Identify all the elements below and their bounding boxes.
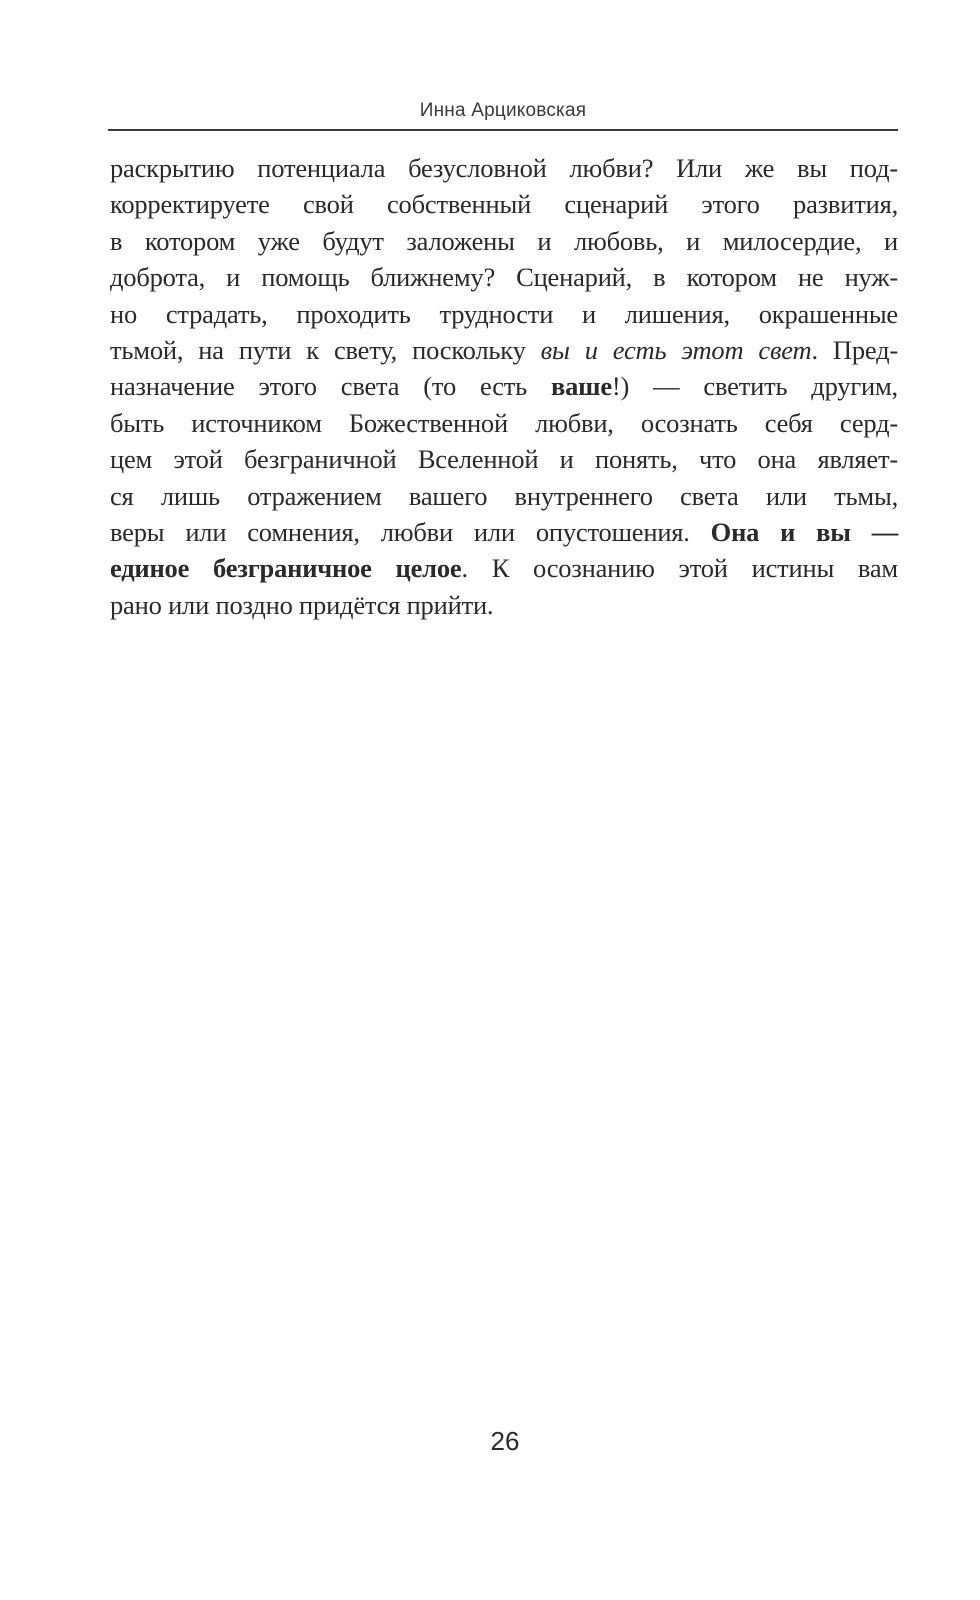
running-header: Инна Арциковская — [419, 100, 587, 121]
text-line — [110, 550, 898, 586]
page-number: 26 — [490, 1426, 520, 1456]
text-line: цем этой безграничной Вселенной и понять, что она являет- — [110, 444, 898, 475]
text-line: быть источником Божественной любви, осознать себя серд- — [110, 407, 898, 438]
text-line: но страдать, проходить трудности и лишения, окрашенные — [110, 298, 898, 329]
text-line: рано или поздно придётся прийти. — [110, 589, 494, 620]
italic-emphasis: вы и есть этот свет — [540, 335, 812, 366]
bold-emphasis: ваше — [551, 371, 612, 402]
text-line: ся лишь отражением вашего внутреннего света или тьмы, — [110, 480, 898, 511]
bold-emphasis: Она и вы — — [710, 517, 898, 548]
text-line: раскрытию потенциала безусловной любви? Или же вы под- — [110, 153, 898, 183]
text-run: веры или сомнения, любви или опустошения. — [110, 517, 711, 548]
header-rule — [108, 129, 898, 131]
text-line — [110, 332, 898, 368]
text-run: . Пред- — [811, 335, 898, 366]
text-line: доброта, и помощь ближнему? Сценарий, в котором не нуж- — [110, 262, 898, 293]
text-run: тьмой, на пути к свету, поскольку — [110, 335, 541, 366]
text-run: . К осознанию этой истины вам — [461, 553, 899, 584]
bold-emphasis: единое безграничное целое — [110, 553, 462, 584]
text-run: назначение этого света (то есть — [110, 371, 552, 402]
text-line: в котором уже будут заложены и любовь, и милосердие, и — [110, 225, 898, 256]
text-line — [110, 368, 898, 404]
text-run: !) — светить другим, — [611, 371, 898, 402]
text-line — [110, 514, 898, 550]
body-paragraph — [110, 150, 898, 623]
text-line: корректируете свой собственный сценарий этого развития, — [110, 189, 898, 220]
